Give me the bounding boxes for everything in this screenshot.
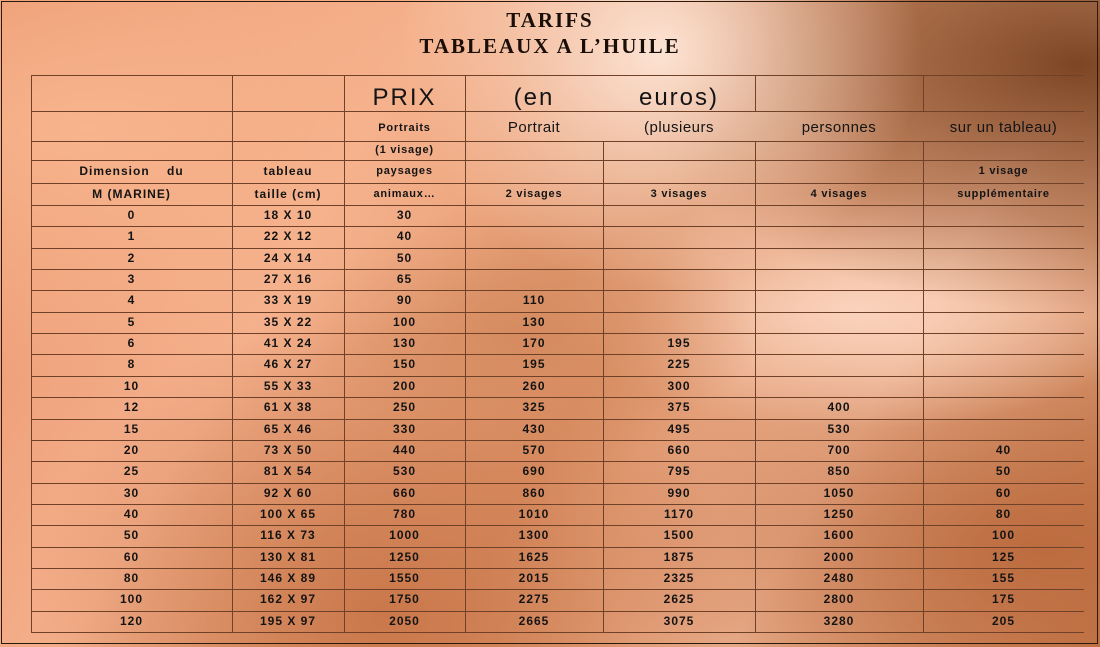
price-3-visages-cell: 1875 <box>663 550 695 564</box>
extra-visage-cell <box>923 269 1084 290</box>
extra-visage-cell: 100 <box>991 528 1016 542</box>
price-2-visages-cell <box>465 226 603 247</box>
price-1-visage-cell: 440 <box>392 443 417 457</box>
dimension-cell: 60 <box>123 550 140 564</box>
extra-visage-cell <box>923 354 1084 375</box>
size-cell: 46 X 27 <box>263 357 313 371</box>
header-portrait: Portrait <box>507 119 561 136</box>
dimension-cell: 3 <box>127 272 136 286</box>
dimension-cell: 10 <box>123 379 140 393</box>
header-sur-un-tableau: sur un tableau) <box>949 119 1058 136</box>
size-cell: 195 X 97 <box>259 614 317 628</box>
extra-visage-cell: 175 <box>991 592 1016 606</box>
price-2-visages-cell: 2275 <box>518 592 550 606</box>
size-cell: 116 X 73 <box>260 528 316 542</box>
header-personnes: personnes <box>801 119 877 136</box>
price-4-visages-cell: 2800 <box>823 592 855 606</box>
dimension-cell: 6 <box>127 336 136 350</box>
header-en: (en <box>513 84 555 111</box>
price-3-visages-cell: 2625 <box>663 592 695 606</box>
price-2-visages-cell: 1625 <box>518 550 550 564</box>
price-3-visages-cell <box>603 205 755 226</box>
extra-visage-cell: 60 <box>995 486 1012 500</box>
column-divider <box>755 75 756 111</box>
size-cell: 130 X 81 <box>259 550 317 564</box>
size-cell: 22 X 12 <box>263 229 313 243</box>
price-2-visages-cell: 110 <box>522 293 546 307</box>
price-1-visage-cell: 130 <box>392 336 417 350</box>
size-cell: 41 X 24 <box>263 336 313 350</box>
price-4-visages-cell: 1600 <box>823 528 855 542</box>
price-2-visages-cell: 2015 <box>518 571 550 585</box>
header-extra-1-visage: 1 visage <box>978 165 1029 177</box>
column-divider <box>923 75 924 111</box>
price-2-visages-cell: 195 <box>522 357 546 371</box>
size-cell: 65 X 46 <box>263 422 313 436</box>
price-2-visages-cell: 690 <box>522 464 546 478</box>
price-4-visages-cell: 1050 <box>823 486 855 500</box>
size-cell: 73 X 50 <box>263 443 313 457</box>
price-4-visages-cell: 1250 <box>823 507 855 521</box>
price-4-visages-cell <box>755 376 923 397</box>
price-3-visages-cell: 795 <box>667 464 691 478</box>
price-4-visages-cell: 530 <box>827 422 851 436</box>
dimension-cell: 40 <box>123 507 140 521</box>
price-2-visages-cell: 1010 <box>518 507 550 521</box>
price-2-visages-cell: 260 <box>522 379 546 393</box>
price-1-visage-cell: 65 <box>396 272 413 286</box>
extra-visage-cell: 205 <box>991 614 1016 628</box>
price-4-visages-cell <box>755 248 923 269</box>
page-subtitle: TABLEAUX A L’HUILE <box>419 34 681 58</box>
size-cell: 18 X 10 <box>263 208 313 222</box>
price-2-visages-cell: 570 <box>522 443 546 457</box>
price-2-visages-cell: 130 <box>522 315 546 329</box>
price-2-visages-cell: 860 <box>522 486 546 500</box>
size-cell: 92 X 60 <box>263 486 313 500</box>
size-cell: 33 X 19 <box>263 293 313 307</box>
price-2-visages-cell: 2665 <box>518 614 550 628</box>
dimension-cell: 20 <box>123 443 140 457</box>
dimension-cell: 2 <box>127 251 136 265</box>
dimension-cell: 8 <box>127 357 136 371</box>
header-3-visages: 3 visages <box>650 188 708 200</box>
price-3-visages-cell <box>603 290 755 311</box>
size-cell: 61 X 38 <box>263 400 313 414</box>
price-1-visage-cell: 30 <box>396 208 413 222</box>
price-4-visages-cell: 850 <box>827 464 851 478</box>
extra-visage-cell: 80 <box>995 507 1012 521</box>
price-4-visages-cell: 700 <box>827 443 851 457</box>
price-1-visage-cell: 40 <box>396 229 413 243</box>
price-3-visages-cell: 195 <box>667 336 691 350</box>
header-animaux: animaux… <box>373 188 436 200</box>
price-1-visage-cell: 1550 <box>389 571 420 585</box>
price-1-visage-cell: 1250 <box>389 550 420 564</box>
extra-visage-cell <box>923 312 1084 333</box>
price-1-visage-cell: 2050 <box>389 614 420 628</box>
price-2-visages-cell: 1300 <box>518 528 550 542</box>
price-4-visages-cell <box>755 312 923 333</box>
price-1-visage-cell: 100 <box>392 315 417 329</box>
price-4-visages-cell: 400 <box>827 400 851 414</box>
extra-visage-cell <box>923 290 1084 311</box>
price-1-visage-cell: 1750 <box>389 592 420 606</box>
dimension-cell: 30 <box>123 486 140 500</box>
page-title: TARIFS <box>506 8 594 32</box>
size-cell: 27 X 16 <box>263 272 313 286</box>
price-3-visages-cell <box>603 226 755 247</box>
price-2-visages-cell: 170 <box>522 336 546 350</box>
price-1-visage-cell: 150 <box>392 357 417 371</box>
extra-visage-cell <box>923 419 1084 440</box>
extra-visage-cell <box>923 226 1084 247</box>
price-4-visages-cell: 2480 <box>823 571 855 585</box>
price-2-visages-cell: 430 <box>522 422 546 436</box>
header-portraits: Portraits <box>378 122 431 134</box>
dimension-cell: 120 <box>119 614 144 628</box>
extra-visage-cell <box>923 248 1084 269</box>
price-2-visages-cell: 325 <box>522 400 546 414</box>
price-4-visages-cell <box>755 226 923 247</box>
dimension-cell: 0 <box>127 208 136 222</box>
header-taille: taille (cm) <box>254 187 322 201</box>
price-1-visage-cell: 50 <box>396 251 413 265</box>
price-1-visage-cell: 250 <box>392 400 417 414</box>
price-1-visage-cell: 90 <box>396 293 413 307</box>
header-euros: euros) <box>638 84 720 111</box>
header-1-visage: (1 visage) <box>375 144 434 156</box>
header-tableau: tableau <box>263 164 313 178</box>
price-3-visages-cell: 375 <box>667 400 691 414</box>
extra-visage-cell <box>923 333 1084 354</box>
extra-visage-cell: 155 <box>991 571 1016 585</box>
price-1-visage-cell: 200 <box>392 379 417 393</box>
size-cell: 162 X 97 <box>259 592 317 606</box>
dimension-cell: 4 <box>127 293 136 307</box>
price-4-visages-cell <box>755 333 923 354</box>
dimension-cell: 100 <box>119 592 144 606</box>
price-3-visages-cell: 1500 <box>663 528 695 542</box>
size-cell: 81 X 54 <box>263 464 313 478</box>
price-1-visage-cell: 330 <box>392 422 417 436</box>
price-3-visages-cell <box>603 269 755 290</box>
row-divider <box>31 632 1084 633</box>
dimension-cell: 12 <box>123 400 140 414</box>
price-3-visages-cell: 1170 <box>663 507 695 521</box>
header-paysages: paysages <box>376 165 433 177</box>
size-cell: 55 X 33 <box>263 379 313 393</box>
price-2-visages-cell <box>465 205 603 226</box>
price-4-visages-cell <box>755 354 923 375</box>
price-3-visages-cell: 660 <box>667 443 691 457</box>
dimension-cell: 50 <box>123 528 140 542</box>
price-3-visages-cell: 990 <box>667 486 691 500</box>
header-dimension: Dimension du <box>79 164 184 178</box>
header-4-visages: 4 visages <box>810 188 868 200</box>
price-2-visages-cell <box>465 269 603 290</box>
price-3-visages-cell <box>603 248 755 269</box>
price-3-visages-cell <box>603 312 755 333</box>
size-cell: 35 X 22 <box>263 315 313 329</box>
extra-visage-cell: 125 <box>991 550 1016 564</box>
price-1-visage-cell: 780 <box>392 507 417 521</box>
price-1-visage-cell: 1000 <box>389 528 420 542</box>
dimension-cell: 1 <box>127 229 136 243</box>
price-4-visages-cell <box>755 205 923 226</box>
price-3-visages-cell: 225 <box>667 357 691 371</box>
dimension-cell: 5 <box>127 315 136 329</box>
header-2-visages: 2 visages <box>505 188 563 200</box>
extra-visage-cell <box>923 205 1084 226</box>
price-2-visages-cell <box>465 248 603 269</box>
price-3-visages-cell: 2325 <box>663 571 695 585</box>
size-cell: 100 X 65 <box>259 507 317 521</box>
price-4-visages-cell <box>755 269 923 290</box>
extra-visage-cell: 50 <box>995 464 1012 478</box>
price-3-visages-cell: 3075 <box>663 614 695 628</box>
price-4-visages-cell: 2000 <box>823 550 855 564</box>
price-1-visage-cell: 530 <box>392 464 417 478</box>
price-3-visages-cell: 300 <box>667 379 691 393</box>
dimension-cell: 80 <box>123 571 140 585</box>
header-prix: PRIX <box>372 84 437 111</box>
price-1-visage-cell: 660 <box>392 486 417 500</box>
header-supplementaire: supplémentaire <box>957 188 1050 200</box>
price-4-visages-cell <box>755 290 923 311</box>
dimension-cell: 25 <box>123 464 140 478</box>
price-3-visages-cell: 495 <box>667 422 691 436</box>
header-marine: M (MARINE) <box>92 187 171 201</box>
price-4-visages-cell: 3280 <box>823 614 855 628</box>
extra-visage-cell <box>923 376 1084 397</box>
size-cell: 24 X 14 <box>263 251 313 265</box>
size-cell: 146 X 89 <box>259 571 317 585</box>
dimension-cell: 15 <box>123 422 140 436</box>
extra-visage-cell: 40 <box>995 443 1012 457</box>
extra-visage-cell <box>923 397 1084 418</box>
header-plusieurs: (plusieurs <box>643 119 715 136</box>
